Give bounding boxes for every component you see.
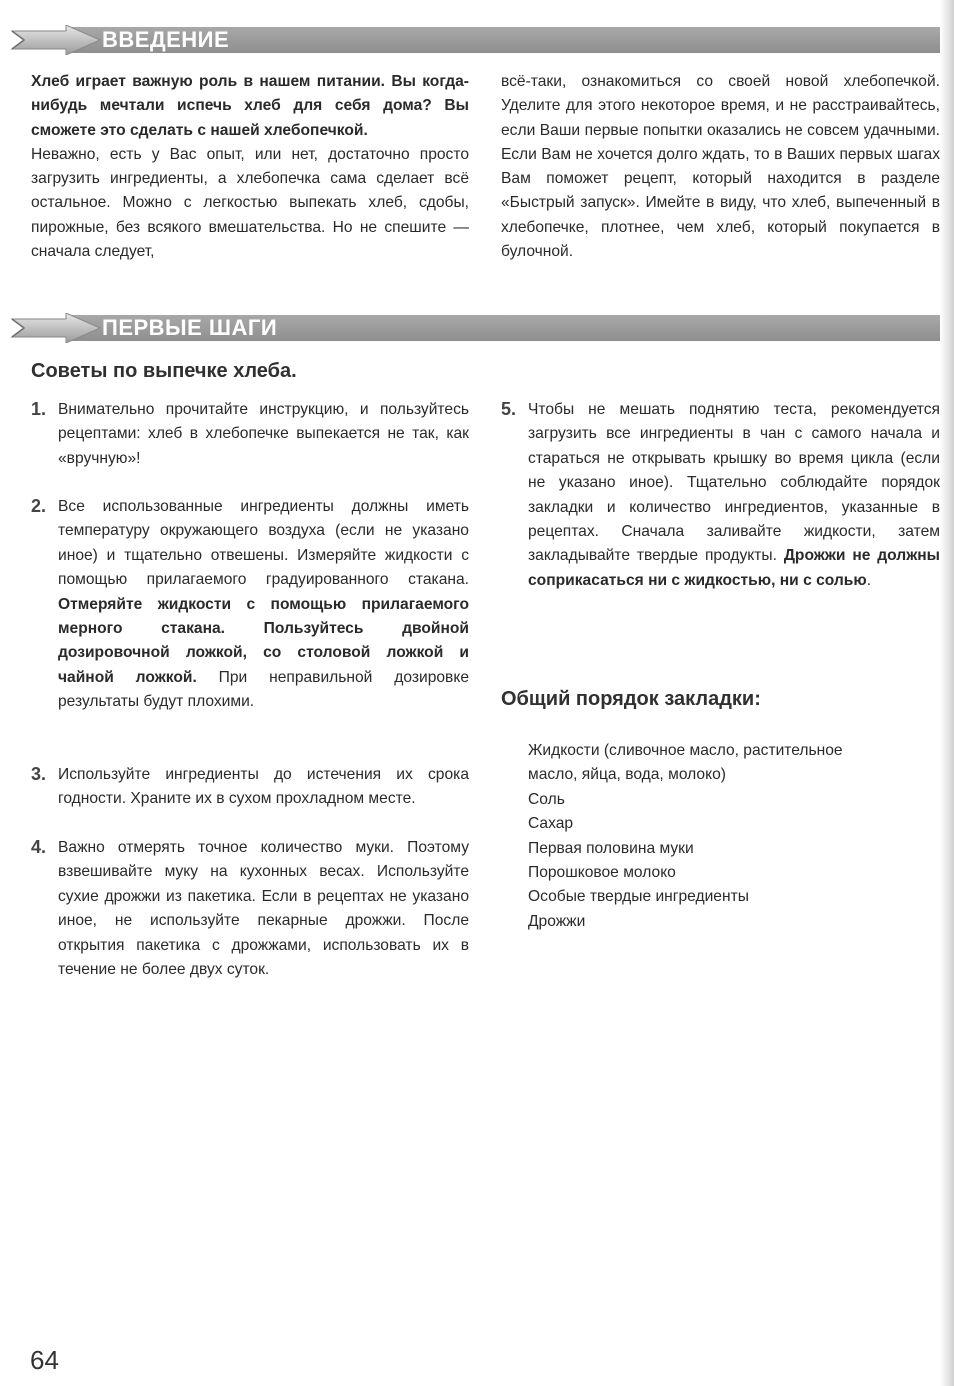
tip-item-2 [31, 495, 469, 740]
order-list-item: Первая половина муки [528, 839, 694, 857]
tip-item-1 [31, 398, 469, 468]
intro-lead: Хлеб играет важную роль в нашем питании. Вы когда-нибудь мечтали испечь хлеб для себя дома? Вы сможете это сделать с нашей хлебопечкой. [31, 73, 469, 139]
tip-number: 2. [31, 496, 47, 516]
arrow-icon [10, 313, 102, 343]
tip-item-4 [31, 836, 469, 1008]
tip-text: Все использованные ингредиенты должны иметь температуру окружающего воздуха (если не указано иное) и тщательно отвешены. Измеряйте жидкости с помощью прилагаемого градуированного стакана. [58, 498, 469, 589]
tip-text-container [528, 398, 940, 593]
section-banner-first-steps [10, 313, 942, 343]
order-list-item: Особые твердые ингредиенты [528, 888, 749, 906]
intro-body-left: Неважно, есть у Вас опыт, или нет, достаточно просто загрузить ингредиенты, а хлебопечка сама сделает всё остальное. Можно с легкостью выпекать хлеб, сдобы, пирожные, без всякого вмешательства. Но не спешите — сначала следует, [31, 145, 469, 261]
tip-number: 1. [31, 399, 47, 419]
order-list-item: Жидкости (сливочное масло, растительное [528, 742, 843, 759]
section-banner-intro [10, 25, 942, 55]
tip-text-bold: Отмеряйте жидкости с помощью прилагаемого мерного стакана. Пользуйтесь двойной дозировочной ложкой, со столовой ложкой и чайной ложкой. [58, 595, 469, 686]
tip-text: Используйте ингредиенты до истечения их срока годности. Храните их в сухом прохладном месте. [58, 766, 469, 808]
tip-number: 4. [31, 837, 47, 857]
order-list-item: Дрожжи [528, 912, 586, 930]
tip-text: Чтобы не мешать поднятию теста, рекомендуется загрузить все ингредиенты в чан с самого начала и стараться не открывать крышку во время цикла (если не указано иное). Тщательно соблюдайте порядок закладки и количество ингредиентов, указанные в рецептах. Сначала заливайте жидкости, затем закладывайте твердые продукты. [528, 401, 940, 565]
intro-left-column [31, 70, 469, 264]
tip-text-tail: При неправильной дозировке результаты будут плохими. [58, 668, 469, 711]
tip-item-5 [501, 398, 940, 643]
page-number: 64 [30, 1345, 59, 1375]
tip-number: 3. [31, 764, 47, 784]
page-edge-shadow [940, 0, 954, 1386]
tip-number: 5. [501, 399, 517, 419]
order-list-item: Порошковое молоко [528, 864, 676, 882]
tip-text-container [58, 495, 469, 715]
tip-text: Важно отмерять точное количество муки. Поэтому взвешивайте муку на кухонных весах. Используйте сухие дрожжи из пакетика. Если в рецептах не указано иное, не используйте пекарные дрожжи. После открытия пакетика с дрожжами, использовать их в течение не более двух суток. [58, 839, 469, 979]
order-list-item: масло, яйца, вода, молоко) [528, 766, 726, 784]
tip-item-3 [31, 763, 469, 813]
tip-text-tail: . [866, 571, 872, 589]
tip-text: Внимательно прочитайте инструкцию, и пользуйтесь рецептами: хлеб в хлебопечке выпекается не так, как «вручную»! [58, 401, 469, 467]
order-list-item: Соль [528, 790, 565, 808]
intro-body-right: всё-таки, ознакомиться со своей новой хлебопечкой. Уделите для этого некоторое время, и не расстраивайтесь, если Ваши первые попытки оказались не совсем удачными. Если Вам не хочется долго ждать, то в Ваших первых шагах Вам поможет рецепт, который находится в разделе «Быстрый запуск». Имейте в виду, что хлеб, выпеченный в хлебопечке, плотнее, чем хлеб, который покупается в булочной. [501, 73, 940, 261]
order-heading: Общий порядок закладки: [501, 688, 761, 710]
section-title-intro: ВВЕДЕНИЕ [102, 27, 230, 52]
arrow-icon [10, 25, 102, 55]
tips-heading: Советы по выпечке хлеба. [31, 360, 297, 382]
order-list [528, 739, 928, 934]
tip-text-bold: Дрожжи не должны соприкасаться ни с жидкостью, ни с солью [528, 547, 940, 589]
order-list-item: Сахар [528, 815, 574, 833]
section-title-first-steps: ПЕРВЫЕ ШАГИ [102, 315, 278, 340]
